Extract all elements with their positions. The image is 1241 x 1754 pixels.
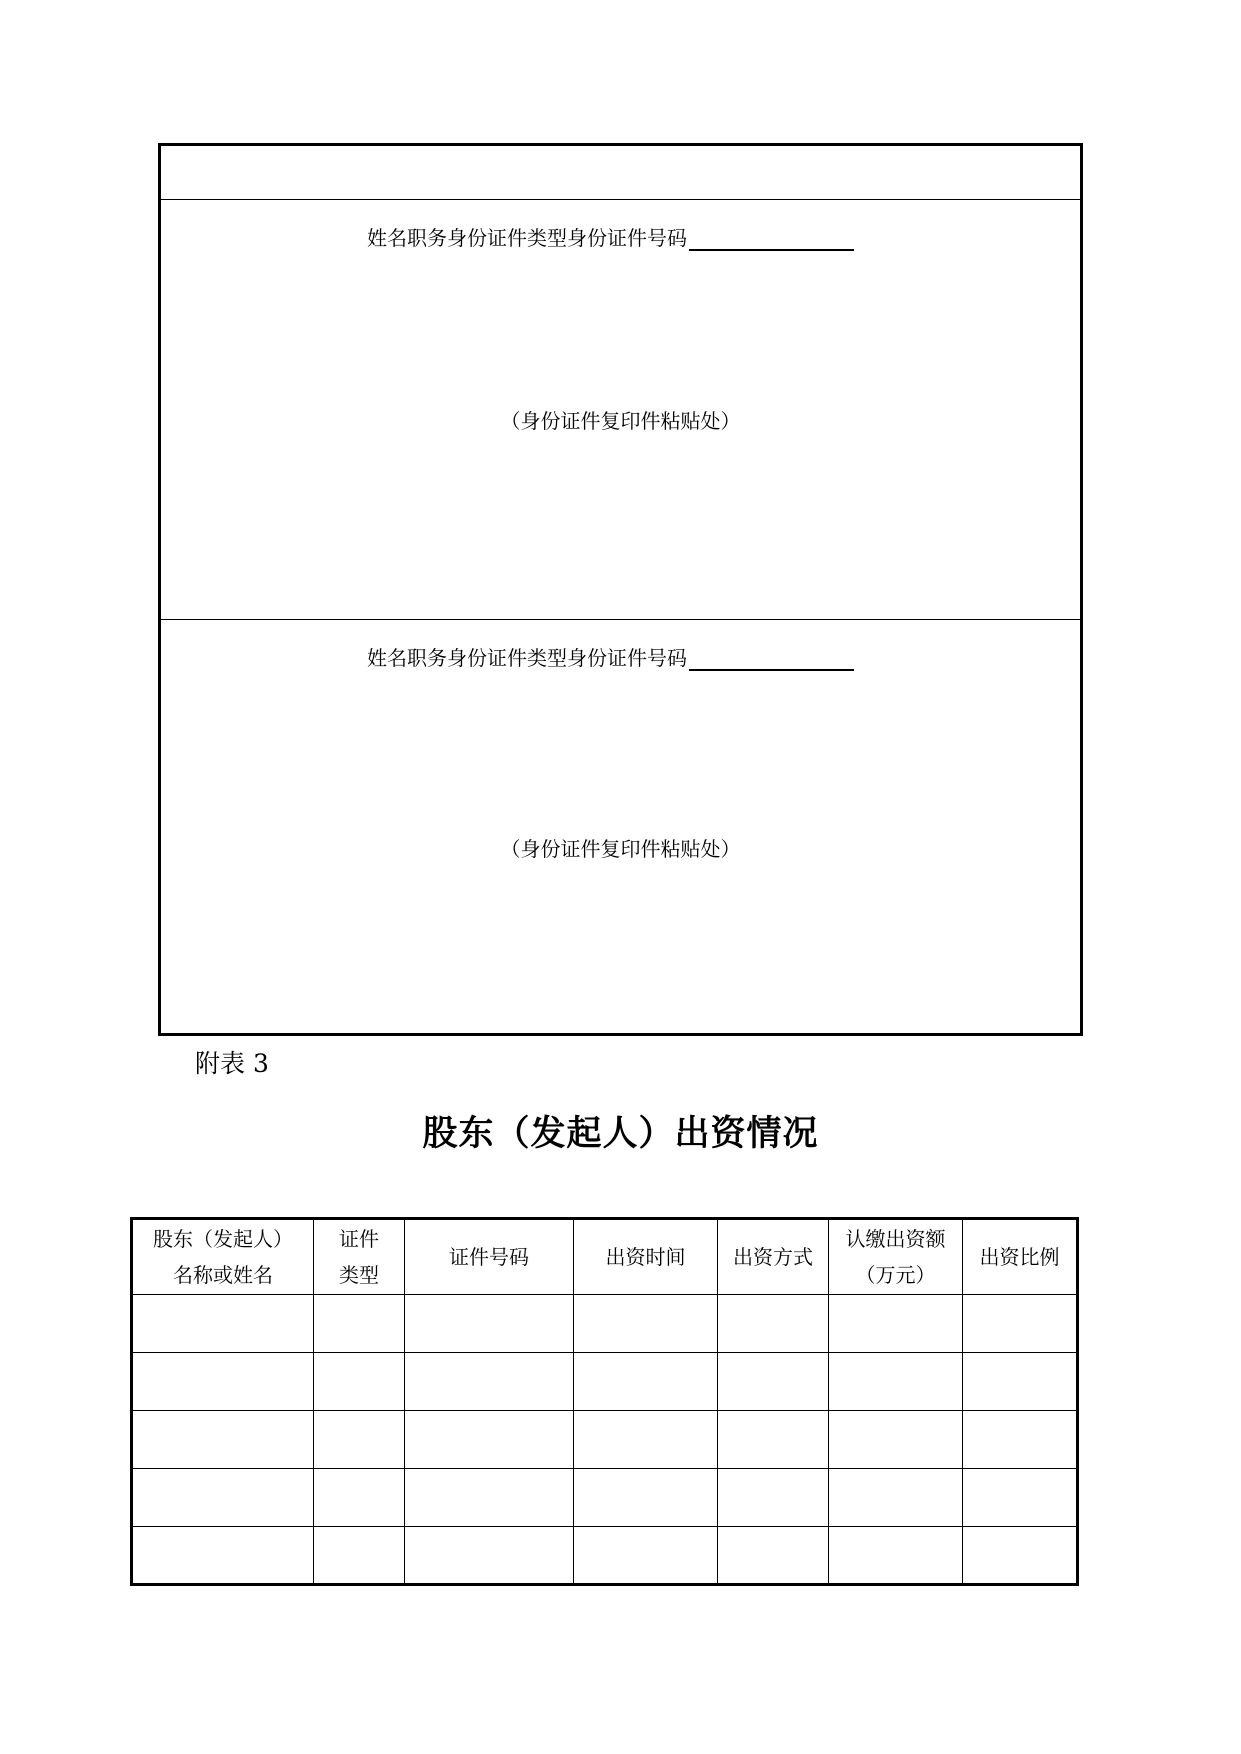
table-row	[132, 1411, 1078, 1469]
table-cell[interactable]	[718, 1527, 829, 1585]
table-cell[interactable]	[574, 1295, 718, 1353]
id-paste-area-label: （身份证件复印件粘贴处）	[500, 837, 741, 861]
shareholder-contribution-table	[130, 1217, 1079, 1586]
person-fields-line	[367, 222, 854, 251]
table-row	[132, 1353, 1078, 1411]
table-cell[interactable]	[574, 1469, 718, 1527]
table-cell[interactable]	[718, 1295, 829, 1353]
header-shareholder-name: 股东（发起人） 名称或姓名	[132, 1219, 314, 1295]
header-id-number: 证件号码	[405, 1219, 574, 1295]
header-contribution-method: 出资方式	[718, 1219, 829, 1295]
table-cell[interactable]	[963, 1469, 1078, 1527]
table-row	[132, 1469, 1078, 1527]
table-cell[interactable]	[718, 1411, 829, 1469]
table-cell[interactable]	[314, 1469, 405, 1527]
table-cell[interactable]	[314, 1353, 405, 1411]
table-cell[interactable]	[829, 1527, 963, 1585]
table-cell[interactable]	[132, 1295, 314, 1353]
id-copy-form	[158, 143, 1083, 1036]
table-cell[interactable]	[574, 1411, 718, 1469]
table-row	[132, 1527, 1078, 1585]
table-cell[interactable]	[132, 1353, 314, 1411]
table-cell[interactable]	[405, 1469, 574, 1527]
table-cell[interactable]	[132, 1469, 314, 1527]
table-cell[interactable]	[963, 1411, 1078, 1469]
table-cell[interactable]	[314, 1527, 405, 1585]
appendix-label: 附表 3	[195, 1049, 269, 1078]
table-cell[interactable]	[963, 1353, 1078, 1411]
table-cell[interactable]	[718, 1353, 829, 1411]
table-header-row	[132, 1219, 1078, 1295]
table-cell[interactable]	[963, 1527, 1078, 1585]
person-fields-label: 姓名职务身份证件类型身份证件号码	[367, 646, 687, 670]
id-number-blank[interactable]	[689, 229, 854, 251]
person-fields-label: 姓名职务身份证件类型身份证件号码	[367, 226, 687, 250]
header-contribution-ratio: 出资比例	[963, 1219, 1078, 1295]
table-cell[interactable]	[829, 1411, 963, 1469]
form-header-row	[161, 146, 1080, 200]
table-cell[interactable]	[405, 1353, 574, 1411]
table-cell[interactable]	[314, 1295, 405, 1353]
table-cell[interactable]	[829, 1295, 963, 1353]
table-cell[interactable]	[405, 1411, 574, 1469]
table-cell[interactable]	[132, 1527, 314, 1585]
table-cell[interactable]	[314, 1411, 405, 1469]
table-cell[interactable]	[963, 1295, 1078, 1353]
page-title: 股东（发起人）出资情况	[422, 1113, 819, 1154]
header-subscribed-amount: 认缴出资额 （万元）	[829, 1219, 963, 1295]
id-number-blank[interactable]	[689, 649, 854, 671]
table-cell[interactable]	[574, 1527, 718, 1585]
person-fields-line	[367, 642, 854, 671]
id-copy-section-2	[161, 620, 1080, 1033]
header-id-type: 证件 类型	[314, 1219, 405, 1295]
id-paste-area-label: （身份证件复印件粘贴处）	[500, 409, 741, 433]
table-cell[interactable]	[574, 1353, 718, 1411]
id-copy-section-1	[161, 200, 1080, 620]
table-cell[interactable]	[405, 1527, 574, 1585]
table-cell[interactable]	[405, 1295, 574, 1353]
table-cell[interactable]	[829, 1353, 963, 1411]
table-cell[interactable]	[132, 1411, 314, 1469]
table-cell[interactable]	[829, 1469, 963, 1527]
table-row	[132, 1295, 1078, 1353]
table-cell[interactable]	[718, 1469, 829, 1527]
header-contribution-date: 出资时间	[574, 1219, 718, 1295]
